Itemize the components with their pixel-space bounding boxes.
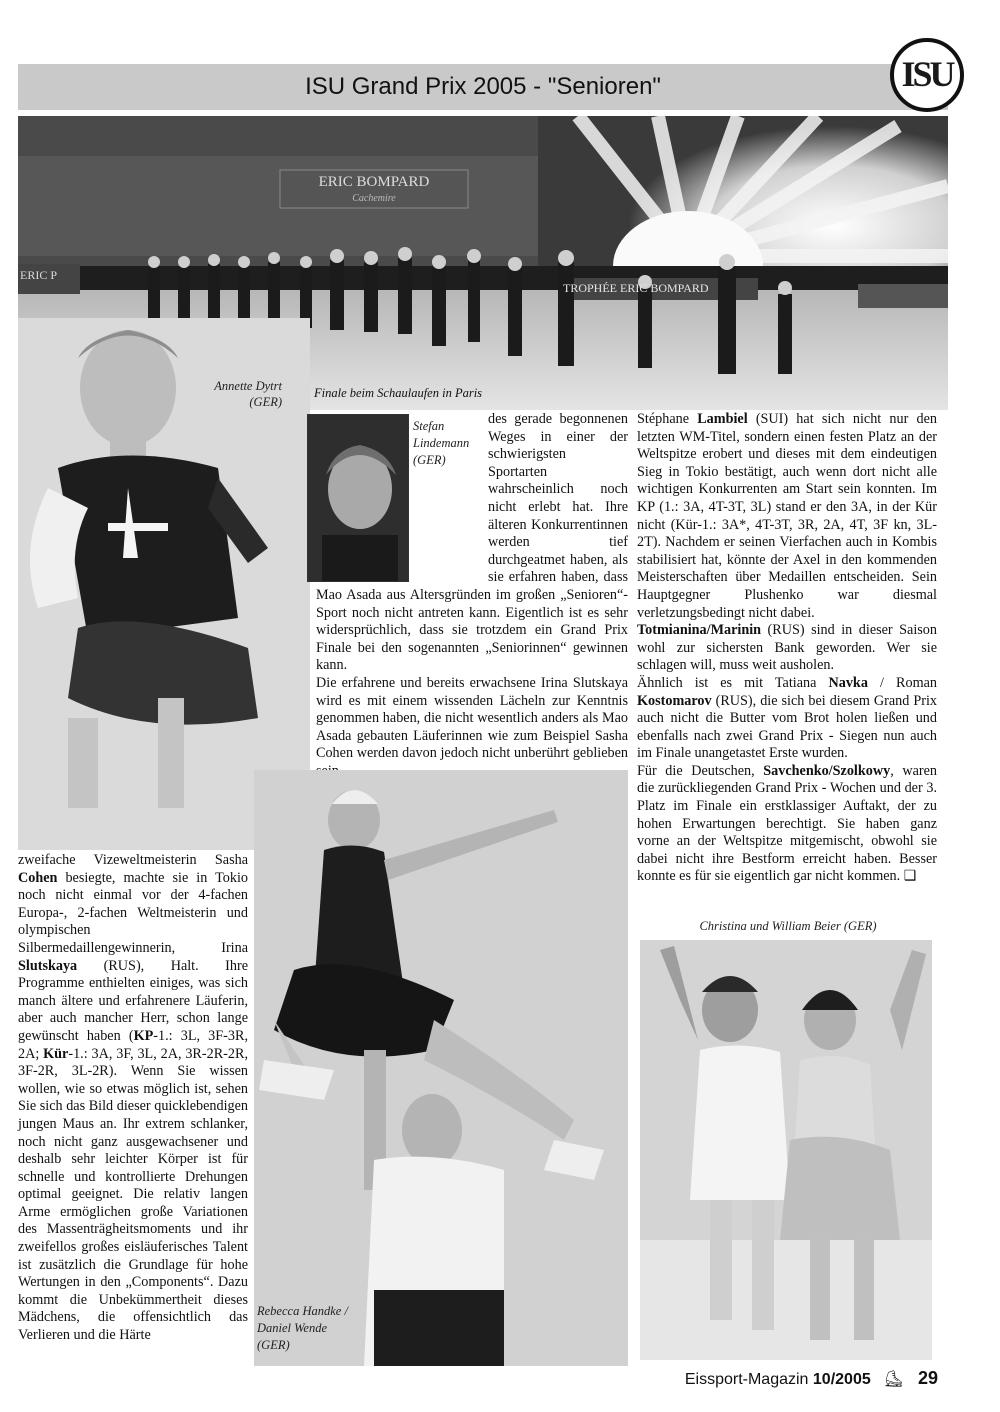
isu-logo xyxy=(890,38,964,112)
caption-handke-country: (GER) xyxy=(257,1338,290,1352)
left-paragraph: zweifache Vizeweltmeisterin Sasha Cohen besiegte, machte sie in Tokio noch nicht einmal vor der 4-fachen Europa-, 2-fachen Weltmeisterin und olympischen Silbermedaillengewinnerin, Irina Slutskaya (RUS), Halt. Ihre Programme enthielten einiges, was sich manch ältere und erfahrenere Läuferin, aber auch mancher Herr, schon lange gewünscht haben (KP-1.: 3L, 3F-3R, 2A; Kür-1.: 3A, 3F, 3L, 2A, 3R-2R-2R, 3F-2R, 3L-2R). Wenn Sie wissen wollen, wie so etwas möglich ist, sehen Sie sich das Bild dieser quicklebendigen jungen Maus an. Ihr extrem schlanker, noch nicht ganz ausgewachsener und deshalb sehr leichter Körper ist für schnelle und kontrollierte Drehungen optimal geeignet. Die relativ langen Arme ermöglichen große Variationen des Massenträgheitsmoments und ihr zweifellos großes eisläuferisches Talent ist zusätzlich die Grundlage für hohe Wertungen in den „Components“. Dazu kommt die Unbekümmertheit dieses Mädchens, die offensichtlich das Verlieren und die Härte xyxy=(18,852,248,1344)
name-savchenko-szolkowy: Savchenko/Szolkowy xyxy=(763,762,891,779)
name-lambiel: Lambiel xyxy=(697,411,748,427)
middle-paragraph-1: des gerade begonnenen Weges in einer der schwierigsten Sportarten wahrscheinlich noch nicht erlebt hat. Ihre älteren Konkurrentinnen werden tief durchgeatmet haben, als sie erfahren haben, dass Mao Asada aus Altersgründen im großen „Senioren“-Sport noch nicht antreten kann. Eigentlich ist es sehr widersprüchlich, dass sie trotzdem ein Grand Prix Finale bei den sogenannten „Seniorinnen“ gewinnen kann. xyxy=(316,411,628,674)
caption-lindemann-country: (GER) xyxy=(413,453,446,467)
name-navka: Navka xyxy=(828,674,868,691)
name-totmianina-marinin: Totmianina/Marinin xyxy=(637,622,762,639)
footer-skater-icon: ⛸ xyxy=(883,1371,904,1388)
footer-magazine: Eissport-Magazin xyxy=(684,1371,809,1388)
label-kuer: Kür xyxy=(43,1045,69,1062)
caption-handke-name: Rebecca Handke / xyxy=(257,1304,348,1318)
caption-dytrt-country: (GER) xyxy=(249,395,282,409)
right-paragraph-3: Ähnlich ist es mit Tatiana Navka / Roman Kostomarov (RUS), die sich bei diesem Grand Prix auch nicht die Butter vom Brot holen ließen und ebenfalls nach zwei Grand Prix - Siegen nun auch im Finale unangetastet Erste wurden. xyxy=(637,674,937,762)
pair-handke-wende-illustration xyxy=(254,770,628,1366)
caption-beier: Christina und William Beier (GER) xyxy=(699,919,877,933)
banner-trophee: TROPHÉE ERIC BOMPARD xyxy=(563,281,709,295)
left-text-column xyxy=(18,852,248,1345)
photo-christina-william-beier xyxy=(640,940,932,1360)
page-title: ISU Grand Prix 2005 - "Senioren" xyxy=(305,73,661,100)
name-kostomarov: Kostomarov xyxy=(637,692,712,709)
banner-left: ERIC P xyxy=(20,268,58,282)
page-number: 29 xyxy=(917,1368,938,1388)
middle-text-body xyxy=(316,411,628,780)
caption-lindemann-last: Lindemann xyxy=(413,436,470,450)
pair-beier-illustration xyxy=(640,940,932,1360)
middle-float-spacer xyxy=(316,411,488,581)
banner-eric-bompard: ERIC BOMPARD xyxy=(318,174,430,190)
right-paragraph-4: Für die Deutschen, Savchenko/Szolkowy, waren die zurückliegenden Grand Prix - Wochen und der 3. Platz im Finale ein erstklassiger Auftakt, der zu hohen Erwartungen berechtigt. Sie haben ganz vorne an der Weltspitze mitgemischt, obwohl sie dabei nicht ihre Bestform erreicht haben. Besser konnte es für sie eigentlich gar nicht kommen. ❑ xyxy=(637,762,937,885)
footer xyxy=(685,1368,938,1389)
caption-wende-name: Daniel Wende xyxy=(257,1321,328,1335)
caption-dytrt-name: Annette Dytrt xyxy=(214,379,282,393)
right-paragraph-2: Totmianina/Marinin (RUS) sind in dieser Saison wohl zur sichersten Bank geworden. Wer sie schlagen will, muss weit ausholen. xyxy=(637,622,937,674)
name-cohen: Cohen xyxy=(18,869,58,886)
banner-cachemire: Cachemire xyxy=(352,193,396,204)
end-of-article-mark: ❑ xyxy=(903,868,917,885)
isu-logo-text: ISU xyxy=(901,54,953,94)
right-paragraph-1: Stéphane Lambiel (SUI) hat sich nicht nur den letzten WM-Titel, sondern einen festen Platz an der Weltspitze erobert und dieses mit dem eindeutigen Sieg in Tokio bestätigt, auch wenn dort nicht alle wichtigen Konkurrenten am Start sein konnten. Im KP (1.: 3A, 4T-3T, 3L) stand er den 3A, in der Kür nicht (Kür-1.: 3A*, 4T-3T, 3R, 2A, 4T, 3F kn, 3L-2T). Nachdem er seinen Vierfachen auch in Kombis stabilisiert hat, könnte der Axel in den kommenden Meisterschaften über Medaillen entscheiden. Sein Hauptgegner Plushenko war diesmal verletzungsbedingt nicht dabei. xyxy=(637,411,937,621)
middle-paragraph-2: Die erfahrene und bereits erwachsene Irina Slutskaya wird es mit einem wissenden Lächeln zur Kenntnis genommen haben, die nicht wesentlich anders als Mao Asada gebauten Läuferinnen wie zum Beispiel Sasha Cohen werden davon jedoch nicht unberührt geblieben xyxy=(316,674,628,762)
right-text-column xyxy=(637,411,937,886)
photo-handke-wende xyxy=(254,770,628,1366)
footer-issue: 10/2005 xyxy=(812,1371,871,1388)
label-kp: KP xyxy=(133,1027,154,1044)
name-slutskaya: Slutskaya xyxy=(18,957,78,974)
caption-gala: Finale beim Schaulaufen in Paris xyxy=(314,386,483,400)
caption-lindemann-first: Stefan xyxy=(413,419,445,433)
